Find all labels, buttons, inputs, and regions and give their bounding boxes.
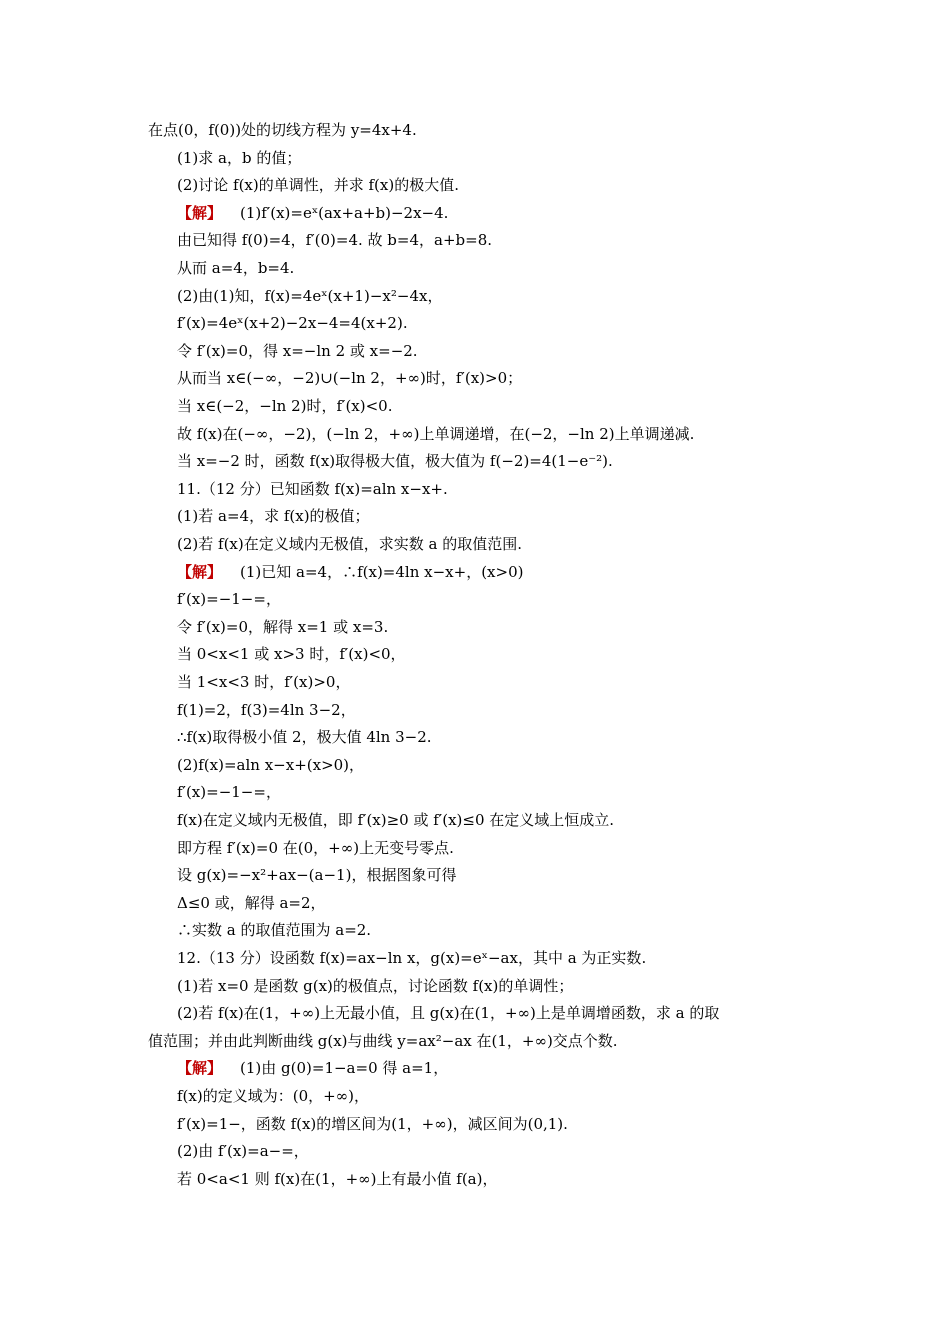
- text-line: [177, 148, 301, 168]
- text-line: [177, 617, 388, 637]
- line-text: f(1)=2，f(3)=4ln 3−2，: [177, 700, 356, 719]
- text-line: [177, 258, 294, 278]
- line-text: 令 f′(x)=0，解得 x=1 或 x=3.: [177, 617, 389, 636]
- line-text: (2)若 f(x)在定义域内无极值，求实数 a 的取值范围.: [177, 535, 522, 553]
- text-line: [177, 1169, 497, 1189]
- line-text: 在点(0，f(0))处的切线方程为 y=4x+4.: [148, 121, 417, 139]
- text-line: [177, 838, 454, 858]
- line-text: (1)若 a=4，求 f(x)的极值；: [177, 507, 370, 526]
- solution-tag: 【解】: [177, 562, 223, 581]
- text-line: [177, 562, 523, 582]
- text-line: [177, 948, 646, 968]
- line-text: (1)由 g(0)=1−a=0 得 a=1，: [240, 1059, 449, 1078]
- text-line: [177, 286, 442, 306]
- text-line: [148, 120, 417, 140]
- text-line: [177, 1141, 309, 1161]
- text-line: [177, 396, 393, 416]
- line-text: ∴f(x)取得极小值 2，极大值 4ln 3−2.: [177, 728, 432, 747]
- line-text: (1)已知 a=4，∴f(x)=4ln x−x+，(x>0): [240, 562, 524, 581]
- line-text: f′(x)=4eˣ(x+2)−2x−4=4(x+2).: [177, 314, 408, 333]
- line-text: (2)若 f(x)在(1，+∞)上无最小值，且 g(x)在(1，+∞)上是单调增函数，求 a 的取: [177, 1004, 720, 1023]
- text-line: [177, 589, 281, 609]
- line-text: f′(x)=−1−=，: [177, 783, 281, 802]
- text-line: [177, 1003, 719, 1023]
- line-text: 当 1<x<3 时，f′(x)>0，: [177, 673, 351, 691]
- line-text: (2)由(1)知，f(x)=4eˣ(x+1)−x²−4x，: [177, 286, 443, 305]
- text-line: [177, 1114, 568, 1134]
- line-text: 若 0<a<1 则 f(x)在(1，+∞)上有最小值 f(a)，: [177, 1169, 498, 1188]
- text-line: [177, 865, 456, 885]
- line-text: Δ≤0 或，解得 a=2，: [177, 893, 326, 912]
- line-text: 从而 a=4，b=4.: [177, 259, 295, 277]
- text-line: [177, 672, 350, 692]
- line-text: (1)求 a，b 的值；: [177, 148, 302, 167]
- line-text: 由已知得 f(0)=4，f′(0)=4. 故 b=4，a+b=8.: [177, 231, 493, 250]
- line-text: f′(x)=1−，函数 f(x)的增区间为(1，+∞)，减区间为(0,1).: [177, 1114, 568, 1133]
- text-line: [177, 976, 573, 996]
- text-line: [177, 727, 432, 747]
- text-line: [177, 341, 418, 361]
- text-line: [177, 920, 371, 940]
- text-line: [177, 1086, 369, 1106]
- text-line: [177, 755, 364, 775]
- line-text: 设 g(x)=−x²+ax−(a−1)，根据图象可得: [177, 866, 457, 885]
- line-text: 当 x∈(−2，−ln 2)时，f′(x)<0.: [177, 397, 393, 415]
- line-text: (1)若 x=0 是函数 g(x)的极值点，讨论函数 f(x)的单调性；: [177, 976, 574, 995]
- text-line: [177, 644, 406, 664]
- text-line: [177, 534, 522, 554]
- text-line: [177, 810, 614, 830]
- text-line: [177, 700, 356, 720]
- text-line: [177, 1058, 448, 1078]
- line-text: 即方程 f′(x)=0 在(0，+∞)上无变号零点.: [177, 838, 454, 857]
- solution-tag: 【解】: [177, 1059, 223, 1078]
- line-text: f(x)的定义域为：(0，+∞)，: [177, 1087, 370, 1105]
- line-text: (2)f(x)=aln x−x+(x>0)，: [177, 755, 365, 774]
- text-line: [177, 313, 408, 333]
- text-line: [177, 230, 492, 250]
- line-text: 当 x=−2 时，函数 f(x)取得极大值，极大值为 f(−2)=4(1−e⁻²).: [177, 452, 613, 471]
- line-text: f(x)在定义域内无极值，即 f′(x)≥0 或 f′(x)≤0 在定义域上恒成立.: [177, 811, 615, 829]
- solution-tag: 【解】: [177, 203, 223, 222]
- line-text: 12.（13 分）设函数 f(x)=ax−ln x，g(x)=eˣ−ax，其中 a 为正实数.: [177, 949, 647, 967]
- text-line: [177, 424, 694, 444]
- text-line: [177, 506, 370, 526]
- text-line: [148, 1031, 618, 1051]
- line-text: ∴实数 a 的取值范围为 a=2.: [177, 921, 372, 940]
- line-text: (1)f′(x)=eˣ(ax+a+b)−2x−4.: [240, 203, 449, 222]
- text-line: [177, 451, 613, 471]
- text-line: [177, 203, 448, 223]
- text-line: [177, 479, 448, 499]
- line-text: 从而当 x∈(−∞，−2)∪(−ln 2，+∞)时，f′(x)>0；: [177, 369, 523, 388]
- text-line: [177, 782, 281, 802]
- line-text: f′(x)=−1−=，: [177, 590, 281, 609]
- line-text: (2)由 f′(x)=a−=，: [177, 1142, 309, 1161]
- text-line: [177, 893, 326, 913]
- line-text: 11.（12 分）已知函数 f(x)=aln x−x+.: [177, 479, 448, 498]
- line-text: 当 0<x<1 或 x>3 时，f′(x)<0，: [177, 645, 406, 664]
- line-text: 故 f(x)在(−∞，−2)，(−ln 2，+∞)上单调递增，在(−2，−ln 2)上单调递减.: [177, 424, 695, 443]
- line-text: (2)讨论 f(x)的单调性，并求 f(x)的极大值.: [177, 176, 459, 195]
- line-text: 值范围；并由此判断曲线 g(x)与曲线 y=ax²−ax 在(1，+∞)交点个数.: [148, 1031, 618, 1050]
- text-line: [177, 368, 522, 388]
- line-text: 令 f′(x)=0，得 x=−ln 2 或 x=−2.: [177, 341, 418, 360]
- text-line: [177, 175, 459, 195]
